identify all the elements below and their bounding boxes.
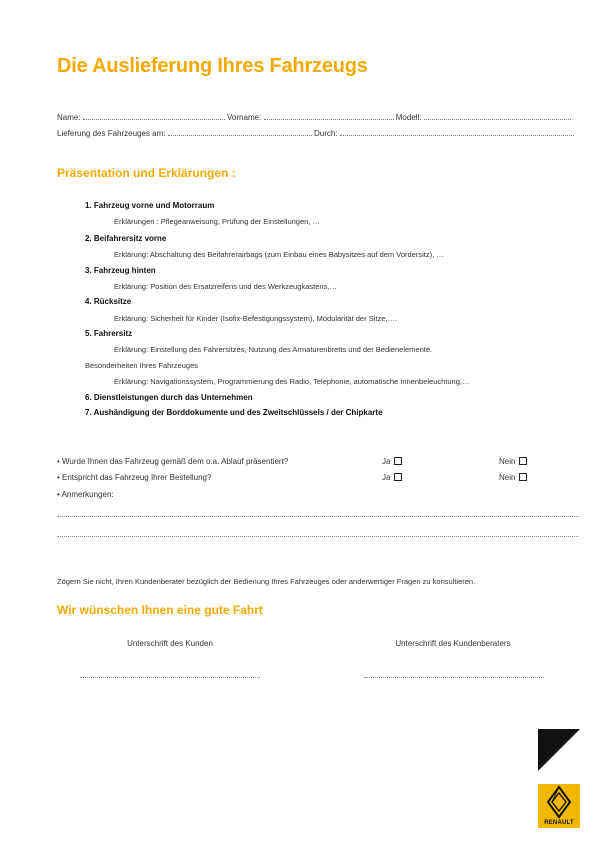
remarks-line[interactable]	[57, 516, 579, 517]
answer-no	[499, 457, 527, 466]
delivery-fields-row	[57, 128, 574, 138]
name-field[interactable]	[83, 112, 225, 120]
advisor-signature-line[interactable]	[364, 677, 544, 678]
remarks-line[interactable]	[57, 536, 579, 537]
item-heading: 6. Dienstleistungen durch das Unternehmen	[85, 393, 253, 402]
item-detail: Erklärungen : Pflegeanweisung, Prüfung der Einstellungen, …	[114, 217, 320, 226]
closing-wish: Wir wünschen Ihnen eine gute Fahrt	[57, 603, 263, 617]
item-heading: 1. Fahrzeug vorne und Motorraum	[85, 201, 215, 210]
item-heading: 3. Fahrzeug hinten	[85, 266, 156, 275]
page-title: Die Auslieferung Ihres Fahrzeugs	[57, 55, 368, 77]
modell-label: Modell:	[395, 113, 422, 122]
section-title: Präsentation und Erklärungen :	[57, 166, 236, 180]
item-detail: Erklärung: Einstellung des Fahrersitzes, Nutzung des Armaturenbretts und der Bedienelemente.	[114, 345, 433, 354]
durch-field[interactable]	[340, 128, 574, 136]
item-detail: Erklärung: Abschaltung des Beifahrerairbags (zum Einbau eines Babysitzes auf dem Vordersitz), …	[114, 250, 444, 259]
item-detail: Erklärung: Navigationssystem, Programmierung des Radio, Telephonie, automatische Innenbeleuchtung,…	[114, 377, 470, 386]
no-label: Nein	[499, 457, 516, 466]
item-heading: 4. Rücksitze	[85, 297, 132, 306]
brand-name: RENAULT	[544, 820, 574, 826]
lieferung-field[interactable]	[168, 128, 312, 136]
yes-label: Ja	[382, 473, 391, 482]
question-order: • Entspricht das Fahrzeug Ihrer Bestellung?	[57, 473, 212, 482]
answer-no	[499, 473, 527, 482]
item-heading-special: Besonderheiten Ihres Fahrzeuges	[85, 361, 198, 370]
yes-checkbox[interactable]	[394, 457, 402, 465]
remarks-label: • Anmerkungen:	[57, 490, 114, 499]
vorname-field[interactable]	[264, 112, 394, 120]
corner-triangle-icon	[538, 729, 580, 771]
item-heading: 5. Fahrersitz	[85, 329, 133, 338]
question-presented: • Wurde Ihnen das Fahrzeug gemäß dem o.a. Ablauf präsentiert?	[57, 457, 289, 466]
renault-logo	[538, 784, 580, 828]
yes-checkbox[interactable]	[394, 473, 402, 481]
no-checkbox[interactable]	[519, 457, 527, 465]
name-label: Name:	[57, 113, 81, 122]
vorname-label: Vorname:	[227, 113, 262, 122]
customer-signature-label: Unterschrift des Kunden	[127, 639, 213, 648]
no-checkbox[interactable]	[519, 473, 527, 481]
item-detail: Erklärung: Position des Ersatzreifens und des Werkzeugkastens,…	[114, 282, 337, 291]
durch-label: Durch:	[313, 129, 338, 138]
item-heading: 2. Beifahrersitz vorne	[85, 234, 167, 243]
no-label: Nein	[499, 473, 516, 482]
answer-yes	[382, 457, 402, 466]
customer-fields-row	[57, 112, 571, 122]
answer-yes	[382, 473, 402, 482]
customer-signature-line[interactable]	[80, 677, 260, 678]
item-detail: Erklärung: Sicherheit für Kinder (Isofix-Befestigungssystem), Modularität der Sitze,….	[114, 314, 398, 323]
advisor-note: Zögern Sie nicht, Ihren Kundenberater bezüglich der Bedienung Ihres Fahrzeuges oder anderwertiger Fragen zu konsultieren.	[57, 577, 476, 586]
lieferung-label: Lieferung des Fahrzeuges am:	[57, 129, 166, 138]
modell-field[interactable]	[424, 112, 571, 120]
advisor-signature-label: Unterschrift des Kundenberaters	[395, 639, 511, 648]
yes-label: Ja	[382, 457, 391, 466]
item-heading: 7. Aushändigung der Borddokumente und des Zweitschlüssels / der Chipkarte	[85, 408, 383, 417]
